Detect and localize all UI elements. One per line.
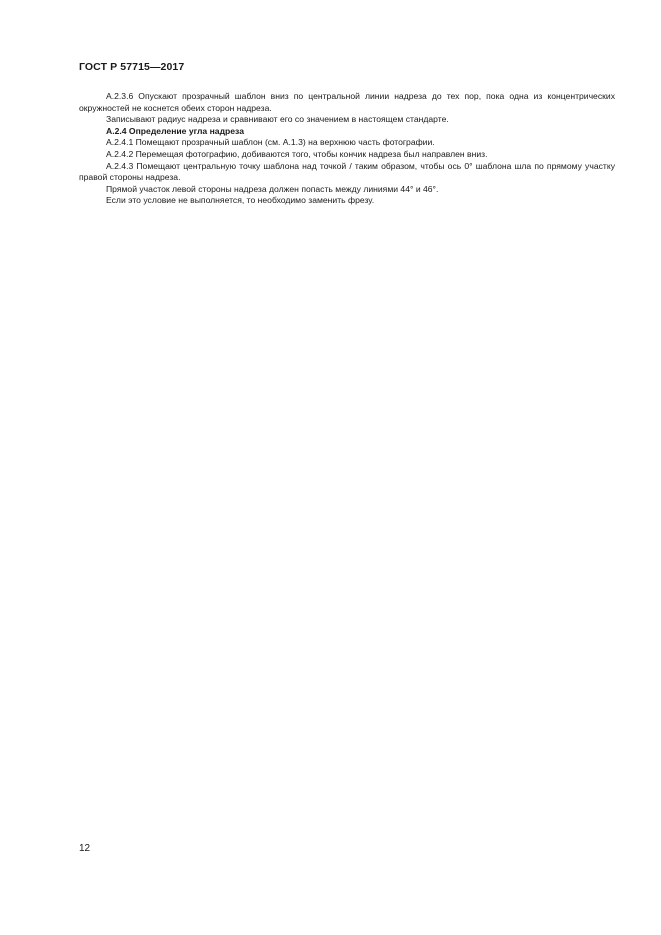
document-header: ГОСТ Р 57715—2017 [79, 61, 185, 73]
paragraph-record-radius: Записывают радиус надреза и сравнивают его со значением в настоящем стандарте. [106, 114, 449, 125]
paragraph-left-side-condition: Прямой участок левой стороны надреза должен попасть между линиями 44° и 46°. [106, 183, 439, 194]
section-heading-a24: А.2.4 Определение угла надреза [106, 125, 244, 136]
paragraph-a241: А.2.4.1 Помещают прозрачный шаблон (см. А.1.3) на верхнюю часть фотографии. [106, 137, 435, 148]
paragraph-a236: А.2.3.6 Опускают прозрачный шаблон вниз по центральной линии надреза до тех пор, пока одна из концентрических окружностей не коснется обеих сторон надреза. [79, 91, 615, 113]
paragraph-a242: А.2.4.2 Перемещая фотографию, добиваются того, чтобы кончик надреза был направлен вниз. [106, 148, 488, 159]
page-number: 12 [79, 843, 91, 854]
paragraph-replace-cutter: Если это условие не выполняется, то необходимо заменить фрезу. [106, 195, 375, 206]
paragraph-a243: А.2.4.3 Помещают центральную точку шаблона над точкой / таким образом, чтобы ось 0° шаблона шла по прямому участку правой стороны надреза. [79, 160, 615, 183]
body-text [79, 91, 615, 207]
